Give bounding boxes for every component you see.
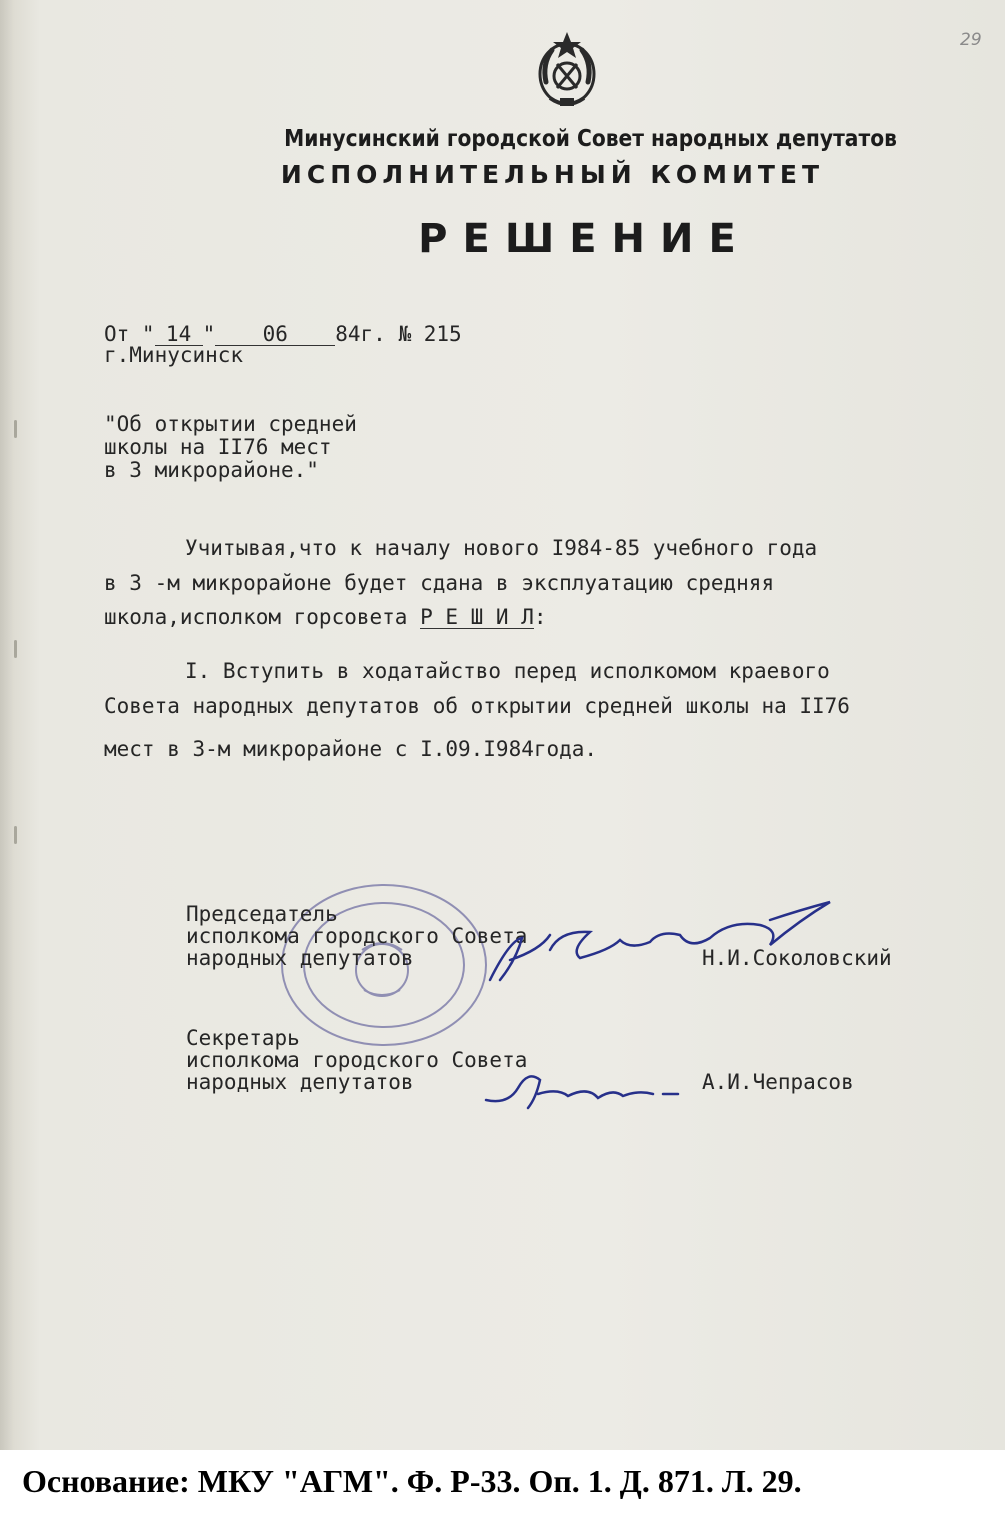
secretary-title: исполкома городского Совета <box>186 1048 528 1072</box>
secretary-name: А.И.Чепрасов <box>702 1070 854 1094</box>
secretary-title: народных депутатов <box>186 1070 414 1094</box>
date-day: 14 <box>155 323 203 346</box>
chairman-title: исполкома городского Совета <box>186 924 528 948</box>
body-text <box>104 605 547 629</box>
decision-item: Совета народных депутатов об открытии средней школы на II76 <box>104 694 850 718</box>
date-year-number: 84г. № 215 <box>335 322 462 346</box>
secretary-signature <box>478 1060 698 1120</box>
binding-hole <box>14 640 17 658</box>
subject-line: "Об открытии средней <box>104 412 357 436</box>
council-name: Минусинский городской Совет народных депутатов <box>284 126 897 152</box>
page-number: 29 <box>960 30 982 50</box>
secretary-title: Секретарь <box>186 1026 300 1050</box>
document-type-title: РЕШЕНИЕ <box>418 216 751 262</box>
body-text: Учитывая,что к началу нового I984-85 учебного года <box>185 536 818 560</box>
decision-item: мест в 3-м микрорайоне с I.09.I984года. <box>104 737 598 761</box>
decision-item: I. Вступить в ходатайство перед исполкомом краевого <box>185 659 830 683</box>
chairman-name: Н.И.Соколовский <box>702 946 892 970</box>
binding-hole <box>14 826 17 844</box>
date-quote: " <box>202 322 216 346</box>
archive-reference: Основание: МКУ "АГМ". Ф. Р-33. Оп. 1. Д. 871. Л. 29. <box>22 1463 802 1499</box>
chairman-title: народных депутатов <box>186 946 414 970</box>
decided-word: Р Е Ш И Л <box>420 605 534 629</box>
chairman-signature <box>470 880 870 990</box>
city: г.Минусинск <box>104 343 244 367</box>
body-text-prefix: школа,исполком горсовета <box>104 605 421 629</box>
subject-line: в 3 микрорайоне." <box>104 458 319 482</box>
body-text-suffix: : <box>533 605 547 629</box>
archive-reference-bar <box>0 1455 1005 1532</box>
date-month: 06 <box>215 323 335 346</box>
state-emblem-icon <box>532 26 602 118</box>
date-prefix: От " <box>104 322 155 346</box>
subject-line: школы на II76 мест <box>104 435 332 459</box>
committee-name: ИСПОЛНИТЕЛЬНЫЙ КОМИТЕТ <box>280 160 825 189</box>
binding-hole <box>14 420 17 438</box>
chairman-title: Председатель <box>186 902 338 926</box>
body-text: в 3 -м микрорайоне будет сдана в эксплуатацию средняя <box>104 571 775 595</box>
